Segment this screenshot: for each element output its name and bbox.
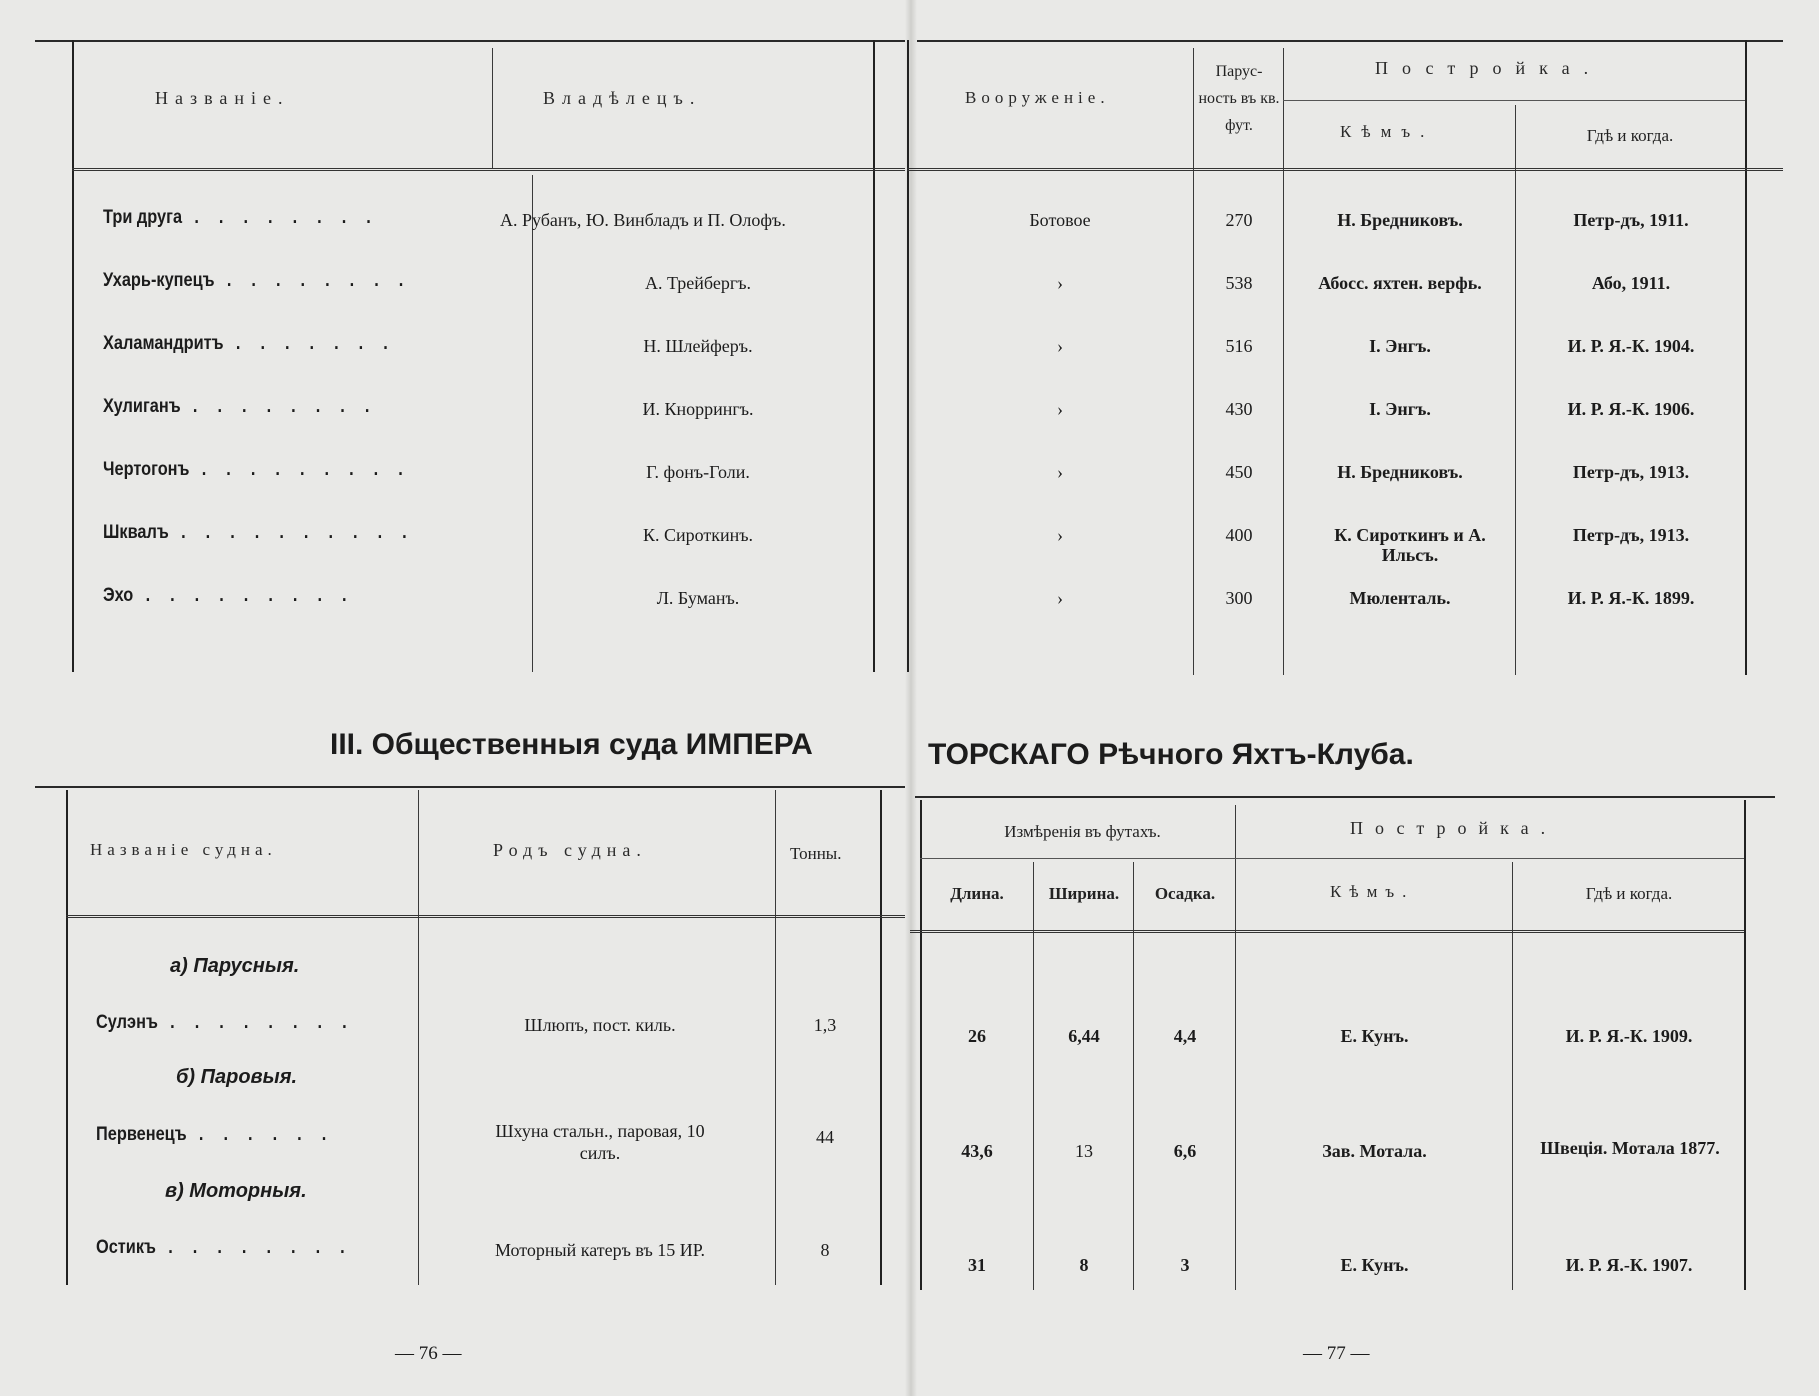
tons-cell: 44 (816, 1127, 834, 1147)
length-cell: 26 (968, 1026, 986, 1046)
header-where-when: Гдѣ и когда. (1585, 884, 1673, 903)
header-length: Длина. (950, 884, 1004, 903)
vessel-name: Ухарь-купецъ (103, 270, 215, 291)
column-divider (1283, 48, 1284, 675)
vessel-name: Сулэнъ (96, 1012, 158, 1033)
type-cell: Моторный катеръ въ 15 ИР. (494, 1240, 706, 1260)
column-divider (775, 790, 776, 1285)
header-rule (907, 168, 1783, 171)
category-label: а) Парусныя. (170, 955, 300, 977)
column-divider (532, 175, 533, 672)
builder-cell: I. Энгъ. (1369, 399, 1431, 419)
where-when-cell: Петр-дъ, 1913. (1572, 462, 1690, 482)
sail-area-cell: 400 (1225, 525, 1253, 545)
category-label: в) Моторныя. (165, 1180, 307, 1202)
vessel-name: Шквалъ (103, 522, 169, 543)
owner-cell: А. Рубанъ, Ю. Винбладъ и П. Олофъ. (500, 210, 786, 230)
header-rule (72, 168, 905, 171)
header-builder: Кѣмъ. (1330, 882, 1415, 901)
sail-area-cell: 538 (1225, 273, 1253, 293)
header-rig: Вооруженіе. (965, 88, 1110, 107)
owner-cell: К. Сироткинъ. (642, 525, 754, 545)
draft-cell: 4,4 (1173, 1026, 1197, 1046)
header-vessel-name: Названіе судна. (90, 840, 277, 859)
vessel-name: Первенецъ (96, 1124, 187, 1145)
column-divider (1033, 862, 1034, 1290)
column-divider (1515, 105, 1516, 675)
length-cell: 43,6 (961, 1141, 993, 1161)
where-when-cell: И. Р. Я.-К. 1904. (1567, 336, 1695, 356)
sail-area-cell: 300 (1225, 588, 1253, 608)
owner-cell: Г. фонъ-Голи. (646, 462, 750, 482)
column-divider (1193, 48, 1194, 675)
builder-cell: Е. Кунъ. (1340, 1026, 1409, 1046)
header-name: Названіе. (155, 88, 290, 108)
header-construction: Постройка. (1350, 818, 1558, 838)
table2-top-rule (915, 796, 1775, 798)
rig-cell: › (1057, 588, 1063, 608)
where-when-cell: Петр-дъ, 1911. (1573, 210, 1689, 230)
where-when-cell: Або, 1911. (1591, 273, 1671, 293)
table2-right-border (880, 790, 882, 1285)
builder-cell: К. Сироткинъ и А. Ильсъ. (1334, 525, 1486, 565)
header-measurements: Измѣренія въ футахъ. (1004, 822, 1161, 841)
header-draft: Осадка. (1154, 884, 1216, 903)
draft-cell: 6,6 (1173, 1141, 1197, 1161)
draft-cell: 3 (1180, 1255, 1190, 1275)
owner-cell: А. Трейбергъ. (644, 273, 752, 293)
sail-area-cell: 516 (1225, 336, 1253, 356)
vessel-name: Халамандритъ (103, 333, 224, 354)
rig-cell: › (1057, 336, 1063, 356)
length-cell: 31 (968, 1255, 986, 1275)
width-cell: 13 (1075, 1141, 1093, 1161)
rig-cell: › (1057, 462, 1063, 482)
where-when-cell: И. Р. Я.-К. 1906. (1567, 399, 1695, 419)
rig-cell: › (1057, 273, 1063, 293)
sail-area-cell: 270 (1225, 210, 1253, 230)
header-width: Ширина. (1048, 884, 1120, 903)
header-builder: Кѣмъ. (1340, 122, 1435, 141)
table2-header-rule (66, 915, 905, 918)
header-sail-area: Парус- ность въ кв. фут. (1198, 63, 1280, 134)
column-divider (1235, 805, 1236, 1290)
builder-cell: Абосс. яхтен. верфь. (1318, 273, 1482, 293)
vessel-name: Эхо (103, 585, 134, 606)
top-rule (917, 40, 1783, 42)
construction-subrule (1283, 100, 1745, 101)
tons-cell: 1,3 (813, 1015, 837, 1035)
page-number-left: — 76 — (395, 1343, 462, 1364)
builder-cell: Мюленталь. (1349, 588, 1451, 608)
column-divider (1512, 862, 1513, 1290)
header-owner: Владѣлецъ. (543, 88, 702, 108)
rig-cell: › (1057, 399, 1063, 419)
table2-header-rule (910, 930, 1744, 933)
page-number-right: — 77 — (1303, 1343, 1370, 1364)
where-when-cell: И. Р. Я.-К. 1907. (1565, 1255, 1693, 1275)
builder-cell: Е. Кунъ. (1340, 1255, 1409, 1275)
vessel-name: Остикъ (96, 1237, 156, 1258)
where-when-cell: И. Р. Я.-К. 1899. (1567, 588, 1695, 608)
table2-top-rule (35, 786, 905, 788)
type-cell: Шхуна стальн., паровая, 10 силъ. (495, 1121, 705, 1163)
table2-right-border (1744, 800, 1746, 1290)
column-divider (418, 790, 419, 1285)
table-right-border (873, 40, 875, 672)
builder-cell: I. Энгъ. (1369, 336, 1431, 356)
table2-left-border (66, 790, 68, 1285)
where-when-cell: Швеція. Мотала 1877. (1540, 1138, 1720, 1158)
width-cell: 6,44 (1068, 1026, 1100, 1046)
where-when-cell: Петр-дъ, 1913. (1572, 525, 1690, 545)
header-construction: Постройка. (1375, 58, 1603, 78)
vessel-name: Три друга (103, 207, 183, 228)
owner-cell: Н. Шлейферъ. (643, 336, 753, 356)
owner-cell: Л. Буманъ. (656, 588, 740, 608)
where-when-cell: И. Р. Я.-К. 1909. (1565, 1026, 1693, 1046)
vessel-name: Хулиганъ (103, 396, 181, 417)
table-left-border (72, 40, 74, 672)
category-label: б) Паровыя. (176, 1066, 298, 1088)
sail-area-cell: 430 (1225, 399, 1253, 419)
width-cell: 8 (1079, 1255, 1089, 1275)
header-where-when: Гдѣ и когда. (1586, 126, 1674, 145)
builder-cell: Н. Бредниковъ. (1337, 462, 1463, 482)
table2-subrule (920, 858, 1744, 859)
vessel-name: Чертогонъ (103, 459, 190, 480)
rig-cell: Ботовое (1029, 210, 1091, 230)
header-tons: Тонны. (790, 844, 842, 863)
type-cell: Шлюпъ, пост. киль. (524, 1015, 676, 1035)
section-title-right: ТОРСКАГО Рѣчного Яхтъ-Клуба. (928, 738, 1414, 771)
column-divider (1133, 862, 1134, 1290)
builder-cell: Зав. Мотала. (1322, 1141, 1427, 1161)
table-left-border (907, 40, 909, 672)
section-title-left: III. Общественныя суда ИМПЕРА (330, 728, 813, 761)
tons-cell: 8 (820, 1240, 830, 1260)
header-vessel-type: Родъ судна. (493, 840, 647, 860)
rig-cell: › (1057, 525, 1063, 545)
owner-cell: И. Кноррингъ. (642, 399, 754, 419)
table-right-border (1745, 40, 1747, 675)
builder-cell: Н. Бредниковъ. (1337, 210, 1463, 230)
column-divider (492, 48, 493, 168)
top-rule (35, 40, 905, 42)
sail-area-cell: 450 (1225, 462, 1253, 482)
